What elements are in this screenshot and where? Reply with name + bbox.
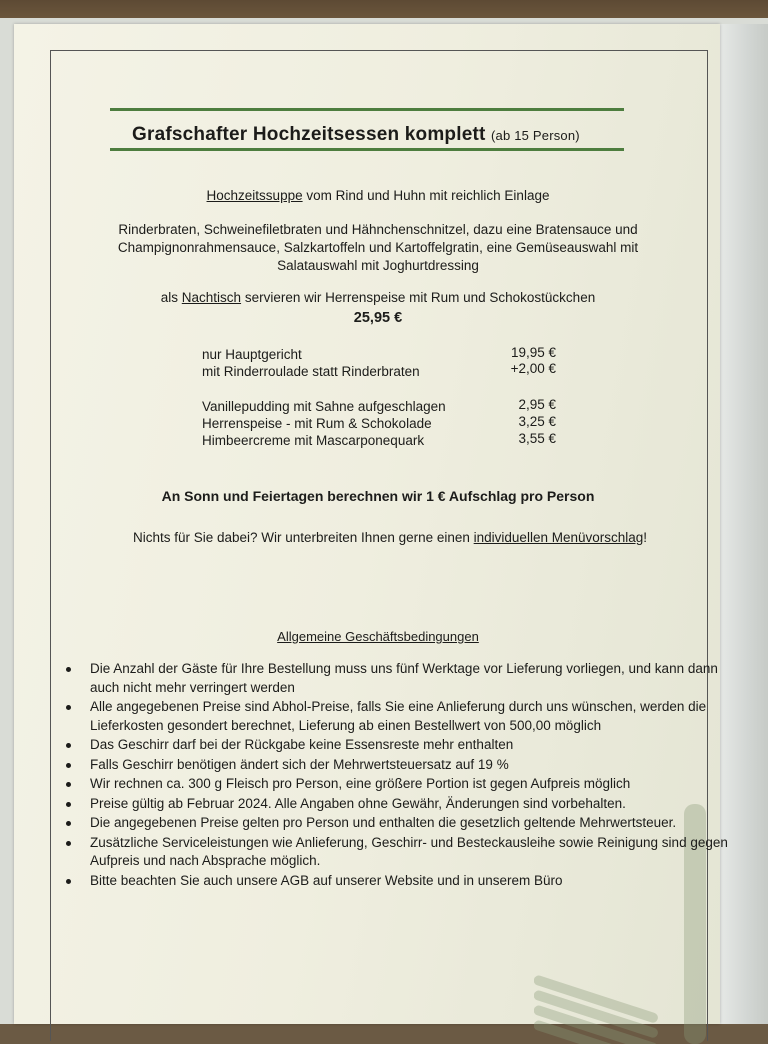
terms-item: Bitte beachten Sie auch unsere AGB auf unserer Website und in unserem Büro (62, 872, 742, 891)
terms-item: Falls Geschirr benötigen ändert sich der Mehrwertsteuersatz auf 19 % (62, 756, 742, 775)
terms-item: Preise gültig ab Februar 2024. Alle Angaben ohne Gewähr, Änderungen sind vorbehalten. (62, 795, 742, 814)
main-course-line-2: Champignonrahmensauce, Salzkartoffeln und Kartoffelgratin, eine Gemüseauswahl mit (117, 240, 639, 255)
title-rule-top (110, 108, 624, 111)
terms-item: Alle angegebenen Preise sind Abhol-Preise, falls Sie eine Anlieferung durch uns wünschen, werden die Lieferkosten gesondert berechnet, Lieferung ab einen Bestellwert von 500,00 möglich (62, 698, 742, 735)
dessert-line: als Nachtisch servieren wir Herrenspeise mit Rum und Schokostückchen (160, 290, 596, 305)
main-course-line-1: Rinderbraten, Schweinefiletbraten und Hähnchenschnitzel, dazu eine Bratensauce und (118, 222, 638, 237)
dessert-item-label: Himbeercreme mit Mascarponequark (202, 433, 425, 448)
terms-item: Zusätzliche Serviceleistungen wie Anlieferung, Geschirr- und Besteckausleihe sowie Reinigung sind gegen Aufpreis und nach Absprache möglich. (62, 834, 742, 871)
option-price: 19,95 € (510, 345, 556, 360)
dessert-item-price: 3,55 € (518, 431, 556, 446)
bullet-icon (66, 743, 71, 748)
page-title: Grafschafter Hochzeitsessen komplett (ab 15 Person) (132, 124, 580, 145)
bullet-icon (66, 782, 71, 787)
soup-line: Hochzeitssuppe vom Rind und Huhn mit reichlich Einlage (206, 188, 550, 203)
main-course-line-3: Salatauswahl mit Joghurtdressing (277, 258, 479, 273)
menu-price: 25,95 € (353, 310, 403, 326)
dessert-item-price: 2,95 € (518, 397, 556, 412)
custom-offer-line: Nichts für Sie dabei? Wir unterbreiten Ihnen gerne einen individuellen Menüvorschlag! (132, 530, 648, 545)
terms-item: Die Anzahl der Gäste für Ihre Bestellung muss uns fünf Werktage vor Lieferung vorliegen, und kann dann auch nicht mehr verringert werden (62, 660, 742, 697)
holiday-surcharge-note: An Sonn und Feiertagen berechnen wir 1 € Aufschlag pro Person (161, 488, 595, 504)
terms-item: Das Geschirr darf bei der Rückgabe keine Essensreste mehr enthalten (62, 736, 742, 755)
bullet-icon (66, 802, 71, 807)
bullet-icon (66, 821, 71, 826)
bullet-icon (66, 667, 71, 672)
terms-list (62, 660, 742, 891)
terms-item: Wir rechnen ca. 300 g Fleisch pro Person, eine größere Portion ist gegen Aufpreis möglich (62, 775, 742, 794)
option-price: +2,00 € (510, 361, 556, 376)
dessert-item-label: Herrenspeise - mit Rum & Schokolade (202, 416, 432, 431)
dessert-item-label: Vanillepudding mit Sahne aufgeschlagen (202, 399, 446, 414)
bullet-icon (66, 879, 71, 884)
title-rule-bottom (110, 148, 624, 151)
bullet-icon (66, 763, 71, 768)
bullet-icon (66, 705, 71, 710)
option-label: nur Hauptgericht (202, 347, 302, 362)
title-note: (ab 15 Person) (491, 128, 580, 143)
bullet-icon (66, 841, 71, 846)
terms-heading: Allgemeine Geschäftsbedingungen (277, 629, 479, 644)
terms-item: Die angegebenen Preise gelten pro Person und enthalten die gesetzlich geltende Mehrwertsteuer. (62, 814, 742, 833)
option-label: mit Rinderroulade statt Rinderbraten (202, 364, 420, 379)
dessert-item-price: 3,25 € (518, 414, 556, 429)
